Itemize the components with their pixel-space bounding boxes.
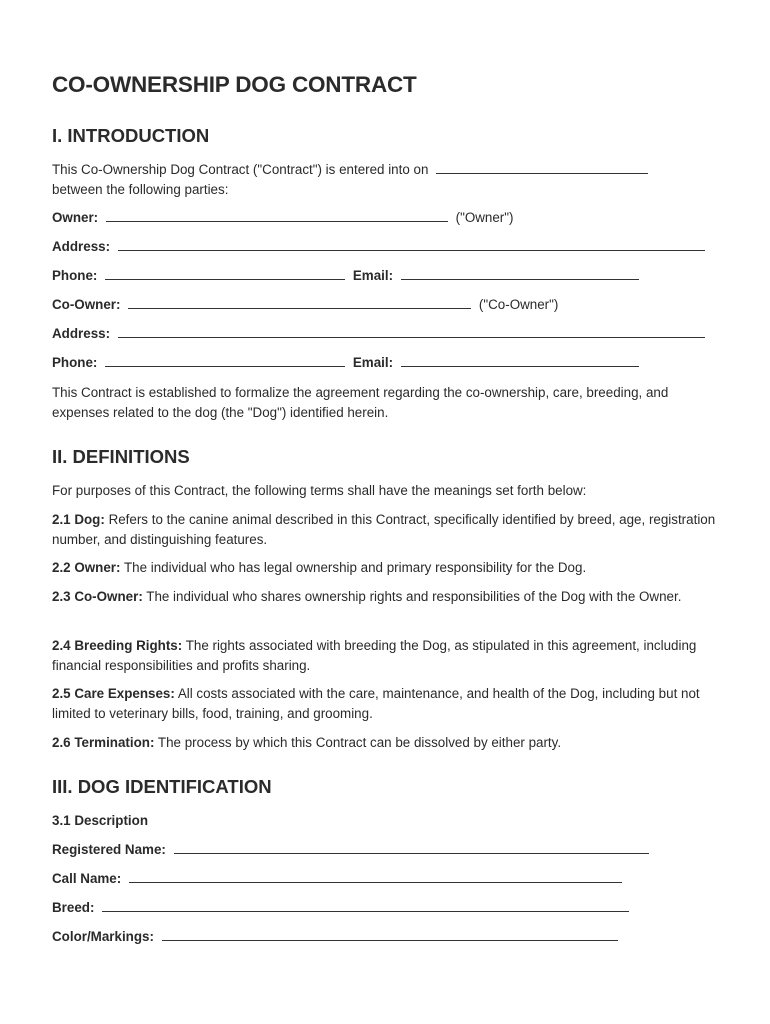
definition-term: 2.1 Dog: [52, 512, 105, 527]
definition-text: Refers to the canine animal described in this Contract, specifically identified by breed, age, registration number, and distinguishing features. [52, 512, 716, 547]
definition-term: 2.3 Co-Owner: [52, 589, 143, 604]
color-markings-field[interactable] [162, 927, 618, 941]
definition-item [52, 587, 717, 607]
section-heading-dog-identification: III. DOG IDENTIFICATION [52, 776, 272, 797]
call-name-label: Call Name: [52, 871, 122, 886]
definition-text: The individual who shares ownership rights and responsibilities of the Dog with the Owner. [146, 589, 682, 604]
definition-term: 2.4 Breeding Rights: [52, 638, 183, 653]
coowner-address-label: Address: [52, 326, 111, 341]
definition-term: 2.6 Termination: [52, 735, 155, 750]
registered-name-line [52, 840, 649, 860]
definition-text: The process by which this Contract can be dissolved by either party. [157, 735, 562, 750]
document-title: CO-OWNERSHIP DOG CONTRACT [52, 72, 417, 97]
definition-item [52, 558, 717, 578]
section-heading-definitions: II. DEFINITIONS [52, 446, 190, 467]
coowner-email-field[interactable] [401, 353, 639, 367]
owner-phone-field[interactable] [105, 266, 345, 280]
description-subheading: 3.1 Description [52, 813, 148, 828]
definitions-intro: For purposes of this Contract, the following terms shall have the meanings set forth below: [52, 483, 587, 498]
definition-text: The rights associated with breeding the Dog, as stipulated in this agreement, including financial responsibilities and profits sharing. [52, 638, 697, 673]
call-name-field[interactable] [129, 869, 622, 883]
intro-purpose-paragraph: This Contract is established to formalize the agreement regarding the co-ownership, care, breeding, and expenses related to the dog (the "Dog") identified herein. [52, 385, 669, 420]
owner-email-label: Email: [352, 268, 394, 283]
definition-item [52, 733, 717, 753]
owner-line [52, 208, 513, 228]
coowner-contact-line [52, 353, 639, 373]
intro-text: This Co-Ownership Dog Contract ("Contract") is entered into on [52, 162, 429, 177]
breed-line [52, 898, 629, 918]
color-markings-line [52, 927, 618, 947]
intro-text-2: between the following parties: [52, 181, 229, 197]
call-name-line [52, 869, 622, 889]
coowner-phone-label: Phone: [52, 355, 98, 370]
owner-contact-line [52, 266, 639, 286]
owner-address-label: Address: [52, 239, 111, 254]
contract-date-field[interactable] [436, 160, 648, 174]
owner-suffix: ("Owner") [455, 210, 514, 225]
owner-phone-label: Phone: [52, 268, 98, 283]
registered-name-label: Registered Name: [52, 842, 166, 857]
definition-term: 2.5 Care Expenses: [52, 686, 175, 701]
coowner-name-field[interactable] [128, 295, 471, 309]
definition-item [52, 510, 717, 549]
definition-text: All costs associated with the care, maintenance, and health of the Dog, including but not limited to veterinary bills, food, training, and grooming. [52, 686, 700, 721]
intro-paragraph [52, 160, 717, 199]
owner-name-field[interactable] [106, 208, 448, 222]
owner-address-line [52, 237, 705, 257]
definition-item [52, 684, 717, 723]
coowner-email-label: Email: [352, 355, 394, 370]
breed-label: Breed: [52, 900, 95, 915]
coowner-line [52, 295, 558, 315]
definition-item [52, 636, 717, 675]
coowner-address-field[interactable] [118, 324, 705, 338]
owner-email-field[interactable] [401, 266, 639, 280]
definition-term: 2.2 Owner: [52, 560, 121, 575]
coowner-suffix: ("Co-Owner") [478, 297, 559, 312]
coowner-phone-field[interactable] [105, 353, 345, 367]
breed-field[interactable] [102, 898, 629, 912]
registered-name-field[interactable] [174, 840, 649, 854]
owner-address-field[interactable] [118, 237, 705, 251]
coowner-label: Co-Owner: [52, 297, 121, 312]
owner-label: Owner: [52, 210, 99, 225]
definition-text: The individual who has legal ownership and primary responsibility for the Dog. [123, 560, 587, 575]
section-heading-introduction: I. INTRODUCTION [52, 125, 210, 146]
color-markings-label: Color/Markings: [52, 929, 154, 944]
coowner-address-line [52, 324, 705, 344]
